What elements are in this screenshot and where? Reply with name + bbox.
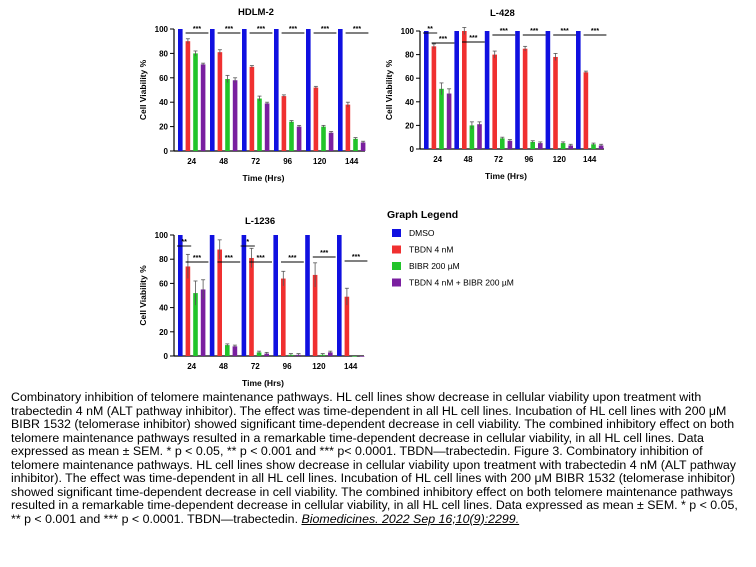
chart-1 <box>384 8 606 181</box>
legend-item-label: DMSO <box>409 228 435 238</box>
legend-swatch <box>392 279 401 287</box>
bar-2-1 <box>225 79 230 151</box>
caption-citation: Biomedicines. 2022 Sep 16;10(9):2299. <box>301 511 520 526</box>
bar-2-2 <box>500 138 505 149</box>
bar-3-5 <box>360 356 365 357</box>
x-axis-label: Time (Hrs) <box>242 378 284 388</box>
bar-0-2 <box>242 29 247 151</box>
x-tick-label: 24 <box>187 157 197 166</box>
caption-text: Combinatory inhibition of telomere maintenance pathways. HL cell lines show decrease in cellular viability upon treatment with trabectedin 4 nM (ALT pathway inhibitor). The effect was time-dependent in all HL cell lines. Incubation of HL cell lines with 200 μM BIBR 1532 (telomerase inhibitor) showed significant time-dependent decrease in cell viability. The combined inhibitory effect on both telomere maintenance pathways resulted in a remarkable time-dependent decrease in cellular viability, in all HL cell lines. Data expressed as mean ± SEM. * p < 0.05, ** p < 0.001 and *** p< 0.0001. TBDN—trabectedin. Figure 3. Combinatory inhibition of telomere maintenance pathways. HL cell lines show decrease in cellular viability upon treatment with trabectedin 4 nM (ALT pathway inhibitor). The effect was time-dependent in all HL cell lines. Incubation of HL cell lines with 200 μM BIBR 1532 (telomerase inhibitor) showed significant time-dependent decrease in cell viability. The combined inhibitory effect on both telomere maintenance pathways resulted in a remarkable time-dependent decrease in cellular viability, in all HL cell lines. Data expressed as mean ± SEM. * p < 0.05, ** p < 0.001 and *** p < 0.0001. TBDN—trabectedin. <box>11 390 738 526</box>
significance-marker: *** <box>288 26 298 33</box>
bar-0-3 <box>274 29 279 151</box>
bar-1-0 <box>186 41 191 151</box>
bar-2-5 <box>352 356 357 357</box>
chart-title: L-428 <box>490 8 515 19</box>
x-tick-label: 48 <box>219 157 229 166</box>
significance-marker: ** <box>181 239 187 246</box>
bar-0-4 <box>305 235 310 356</box>
x-tick-label: 48 <box>219 362 228 371</box>
significance-marker: *** <box>530 28 539 35</box>
x-tick-label: 96 <box>524 155 534 164</box>
y-tick-label: 40 <box>405 97 414 107</box>
y-tick-label: 0 <box>409 145 414 154</box>
significance-marker: *** <box>351 254 361 261</box>
y-tick-label: 20 <box>405 121 414 131</box>
chart-2 <box>138 216 367 388</box>
bar-1-2 <box>492 55 497 149</box>
bar-3-2 <box>508 141 513 149</box>
bar-0-5 <box>576 31 581 149</box>
legend-item-label: BIBR 200 µM <box>409 261 460 271</box>
bar-3-0 <box>201 64 206 151</box>
x-tick-label: 72 <box>251 157 261 166</box>
bar-1-0 <box>432 46 437 149</box>
y-tick-label: 0 <box>163 147 168 156</box>
bar-1-4 <box>314 88 319 151</box>
bar-3-4 <box>329 133 334 151</box>
y-axis-label: Cell Viability % <box>138 59 148 121</box>
bar-1-0 <box>186 266 191 356</box>
bar-3-0 <box>447 94 452 149</box>
y-tick-label: 60 <box>159 73 168 83</box>
bar-2-4 <box>321 127 326 151</box>
significance-marker: *** <box>192 26 202 33</box>
significance-marker: *** <box>224 255 233 262</box>
figure-caption <box>11 391 746 526</box>
graph-legend <box>387 209 514 288</box>
bar-3-1 <box>233 80 238 151</box>
x-tick-label: 96 <box>283 157 293 166</box>
bar-1-3 <box>282 96 287 151</box>
chart-title: L-1236 <box>245 216 276 227</box>
x-axis-label: Time (Hrs) <box>242 173 285 183</box>
bar-3-5 <box>361 142 366 151</box>
x-tick-label: 72 <box>494 155 503 164</box>
bar-1-1 <box>218 52 223 151</box>
significance-marker: * <box>246 239 250 246</box>
significance-marker: *** <box>320 26 330 33</box>
significance-marker: *** <box>288 255 297 262</box>
bar-3-3 <box>297 127 302 151</box>
bar-0-5 <box>338 29 343 151</box>
bar-1-3 <box>523 49 528 149</box>
x-tick-label: 144 <box>345 157 359 166</box>
y-tick-label: 100 <box>400 27 414 36</box>
y-tick-label: 100 <box>154 231 168 240</box>
x-tick-label: 24 <box>187 362 197 371</box>
bar-1-1 <box>217 250 222 356</box>
significance-marker: *** <box>560 28 569 35</box>
bar-1-5 <box>584 72 589 149</box>
x-axis-label: Time (Hrs) <box>485 171 527 181</box>
y-tick-label: 60 <box>159 279 168 289</box>
y-tick-label: 80 <box>159 49 168 59</box>
legend-item-label: TBDN 4 nM + BIBR 200 µM <box>409 277 514 288</box>
bar-3-2 <box>265 103 270 151</box>
bar-0-4 <box>306 29 311 151</box>
legend-swatch <box>392 229 401 237</box>
legend-item-label: TBDN 4 nM <box>409 244 454 255</box>
significance-marker: *** <box>590 28 600 35</box>
bar-1-2 <box>250 67 255 151</box>
significance-marker: *** <box>352 26 362 33</box>
y-tick-label: 20 <box>159 327 168 337</box>
y-tick-label: 100 <box>154 25 168 34</box>
x-tick-label: 24 <box>433 155 443 164</box>
bar-2-1 <box>225 345 230 356</box>
x-tick-label: 120 <box>552 155 566 164</box>
y-axis-label: Cell Viability % <box>138 265 148 326</box>
bar-0-4 <box>546 31 551 149</box>
bar-0-2 <box>242 235 250 356</box>
bar-0-1 <box>210 235 215 356</box>
y-tick-label: 40 <box>159 303 168 313</box>
bar-0-0 <box>178 235 183 356</box>
significance-marker: *** <box>256 26 266 33</box>
legend-swatch <box>392 246 401 254</box>
significance-marker: *** <box>192 255 202 262</box>
bar-0-0 <box>424 31 429 149</box>
bar-3-0 <box>201 289 206 356</box>
bar-0-3 <box>273 235 278 356</box>
bar-2-0 <box>439 89 444 149</box>
y-tick-label: 0 <box>163 352 168 361</box>
y-tick-label: 80 <box>405 50 414 60</box>
y-tick-label: 80 <box>159 255 168 265</box>
significance-marker: *** <box>256 255 265 262</box>
y-tick-label: 60 <box>405 74 414 84</box>
bar-1-5 <box>346 105 351 151</box>
bar-0-2 <box>485 31 490 149</box>
bar-1-1 <box>462 31 467 149</box>
bar-1-3 <box>281 279 286 356</box>
bar-0-1 <box>454 31 459 149</box>
x-tick-label: 144 <box>583 155 597 164</box>
bar-0-5 <box>337 235 342 356</box>
bar-3-1 <box>477 124 482 149</box>
significance-marker: *** <box>499 28 508 35</box>
chart-0 <box>138 7 368 183</box>
legend-title: Graph Legend <box>387 209 459 221</box>
significance-marker: *** <box>438 36 448 43</box>
bar-0-0 <box>178 29 183 151</box>
bar-2-0 <box>193 53 198 151</box>
significance-marker: *** <box>469 35 478 42</box>
significance-marker: *** <box>224 26 234 33</box>
y-axis-label: Cell Viability % <box>384 59 394 121</box>
y-tick-label: 40 <box>159 98 168 108</box>
bar-2-5 <box>353 139 358 151</box>
x-tick-label: 96 <box>282 362 292 371</box>
significance-marker: ** <box>427 26 433 33</box>
legend-swatch <box>392 262 401 270</box>
significance-marker: *** <box>320 250 329 257</box>
x-tick-label: 120 <box>312 362 326 371</box>
bar-1-4 <box>553 57 558 149</box>
x-tick-label: 48 <box>463 155 473 164</box>
y-tick-label: 20 <box>159 122 168 132</box>
bar-0-1 <box>210 29 215 151</box>
bar-0-3 <box>515 31 520 149</box>
bar-1-5 <box>345 297 350 356</box>
bar-1-2 <box>249 258 254 356</box>
x-tick-label: 120 <box>313 157 327 166</box>
bar-3-1 <box>233 346 238 356</box>
bar-1-4 <box>313 275 318 356</box>
x-tick-label: 72 <box>250 362 260 371</box>
bar-2-2 <box>257 99 262 151</box>
chart-title: HDLM-2 <box>238 7 274 18</box>
x-tick-label: 144 <box>344 362 358 371</box>
bar-2-3 <box>289 122 294 151</box>
